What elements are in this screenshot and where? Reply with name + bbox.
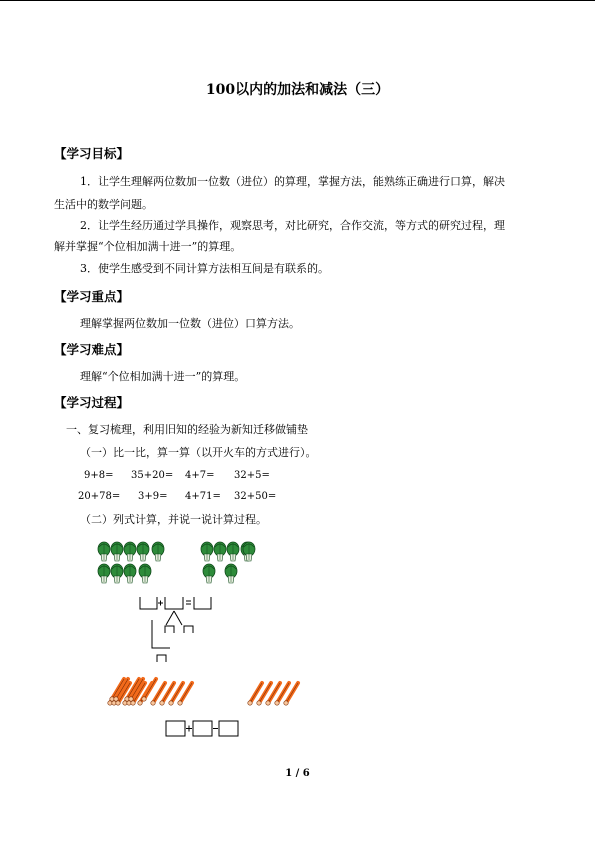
- calc-item: 9+8=: [84, 470, 114, 481]
- calc-item: 20+78=: [78, 491, 121, 502]
- vegetable-icon: [98, 542, 164, 583]
- process-step-1: 一、复习梳理，利用旧知的经验为新知迁移做铺垫: [66, 423, 308, 436]
- page-number: 1 / 6: [285, 768, 310, 779]
- calc-item: 4+71=: [185, 491, 221, 502]
- part-2-label: （二）列式计算，并说一说计算过程。: [80, 513, 267, 526]
- answer-boxes: [166, 721, 238, 736]
- process-heading: 【学习过程】: [54, 395, 130, 410]
- blank-equation-diagram: [140, 597, 211, 662]
- goal-2-line-2: 解并掌握“个位相加满十进一”的算理。: [54, 240, 242, 253]
- stick-icon: [151, 683, 192, 705]
- goal-1-line-1: 1．让学生理解两位数加一位数（进位）的算理，掌握方法，能熟练正确进行口算，解决: [80, 175, 505, 188]
- key-heading: 【学习重点】: [54, 289, 130, 304]
- difficulty-heading: 【学习难点】: [54, 342, 130, 357]
- calc-item: 3+9=: [138, 491, 168, 502]
- stick-bundle-icon: [108, 679, 156, 705]
- calc-item: 32+50=: [234, 491, 277, 502]
- page-title: 100以内的加法和减法（三）: [205, 82, 390, 98]
- difficulty-text: 理解“个位相加满十进一”的算理。: [80, 370, 246, 383]
- key-text: 理解掌握两位数加一位数（进位）口算方法。: [80, 317, 300, 330]
- part-1-label: （一）比一比，算一算（以开火车的方式进行）。: [80, 446, 317, 459]
- goal-2-line-1: 2．让学生经历通过学具操作，观察思考，对比研究，合作交流，等方式的研究过程，理: [80, 219, 505, 232]
- goal-3: 3．使学生感受到不同计算方法相互间是有联系的。: [80, 262, 329, 275]
- goals-heading: 【学习目标】: [54, 146, 130, 161]
- calc-item: 4+7=: [185, 470, 215, 481]
- calc-item: 35+20=: [131, 470, 174, 481]
- vegetable-icon: [201, 542, 255, 583]
- calc-item: 32+5=: [234, 470, 270, 481]
- stick-icon: [248, 683, 298, 705]
- goal-1-line-2: 生活中的数学问题。: [54, 198, 153, 211]
